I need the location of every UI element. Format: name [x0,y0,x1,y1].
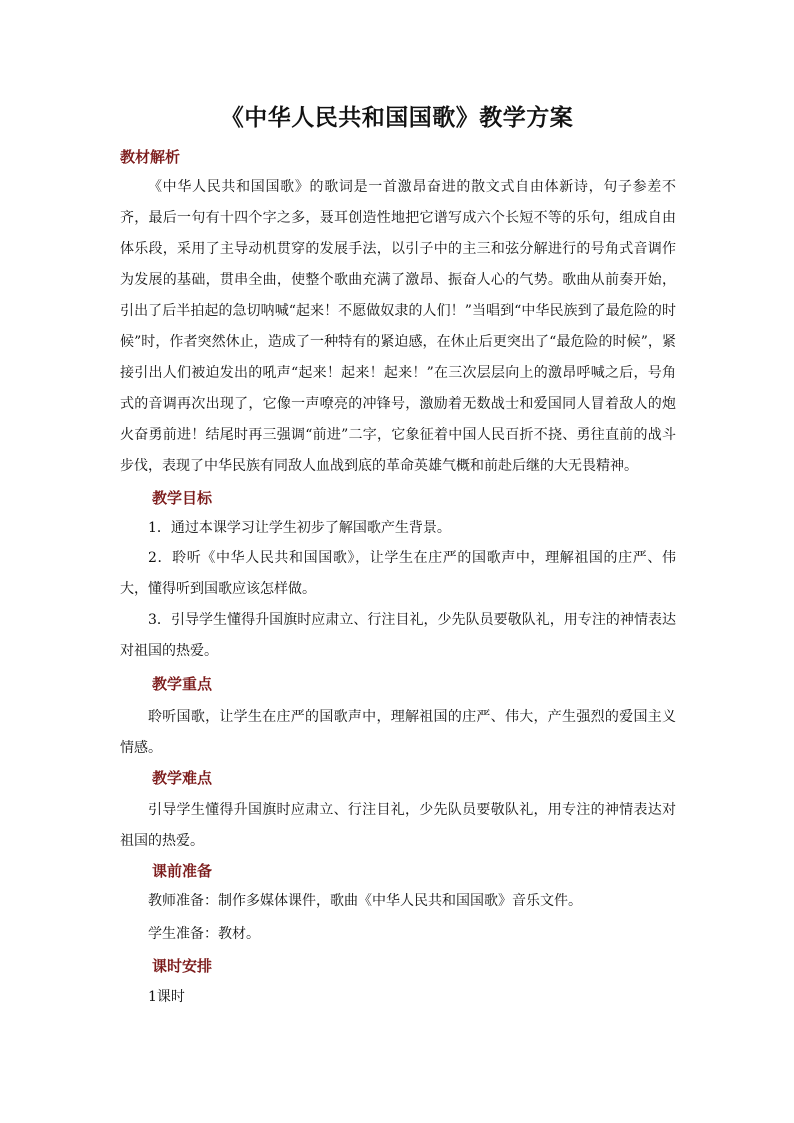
analysis-paragraph: 《中华人民共和国国歌》的歌词是一首激昂奋进的散文式自由体新诗，句子参差不齐，最后一句有十四个字之多，聂耳创造性地把它谱写成六个长短不等的乐句，组成自由体乐段，采用了主导动机贯穿的发展手法，以引子中的主三和弦分解进行的号角式音调作为发展的基础，贯串全曲，使整个歌曲充满了激昂、振奋人心的气势。歌曲从前奏开始，引出了后半拍起的急切呐喊“起来！不愿做奴隶的人们！”当唱到“中华民族到了最危险的时候”时，作者突然休止，造成了一种特有的紧迫感，在休止后更突出了“最危险的时候”，紧接引出人们被迫发出的吼声“起来！起来！起来！”在三次层层向上的激昂呼喊之后，号角式的音调再次出现了，它像一声嘹亮的冲锋号，激励着无数战士和爱国同人冒着敌人的炮火奋勇前进！结尾时再三强调“前进”二字，它象征着中国人民百折不挠、勇往直前的战斗步伐，表现了中华民族有同敌人血战到底的革命英雄气概和前赴后继的大无畏精神。 [120,179,676,474]
teacher-preparation: 教师准备：制作多媒体课件，歌曲《中华人民共和国国歌》音乐文件。 [148,893,582,909]
document-title: 《中华人民共和国国歌》教学方案 [220,104,574,131]
heading-key-points: 教学重点 [152,675,213,693]
heading-goals: 教学目标 [152,489,213,507]
student-preparation: 学生准备：教材。 [148,926,260,942]
heading-difficulties: 教学难点 [152,769,213,787]
heading-preparation: 课前准备 [152,862,213,880]
goal-item-3: 3．引导学生懂得升国旗时应肃立、行注目礼，少先队员要敬队礼，用专注的神情表达对祖国的热爱。 [120,612,676,659]
heading-schedule: 课时安排 [152,957,213,975]
schedule-text: 1课时 [148,989,185,1005]
key-points-paragraph: 聆听国歌，让学生在庄严的国歌声中，理解祖国的庄严、伟大，产生强烈的爱国主义情感。 [120,709,676,756]
heading-analysis: 教材解析 [120,148,181,166]
goal-item-1: 1．通过本课学习让学生初步了解国歌产生背景。 [148,520,451,536]
goal-item-2: 2．聆听《中华人民共和国国歌》，让学生在庄严的国歌声中，理解祖国的庄严、伟大，懂得听到国歌应该怎样做。 [120,550,676,597]
difficulties-paragraph: 引导学生懂得升国旗时应肃立、行注目礼，少先队员要敬队礼，用专注的神情表达对祖国的热爱。 [120,802,676,849]
